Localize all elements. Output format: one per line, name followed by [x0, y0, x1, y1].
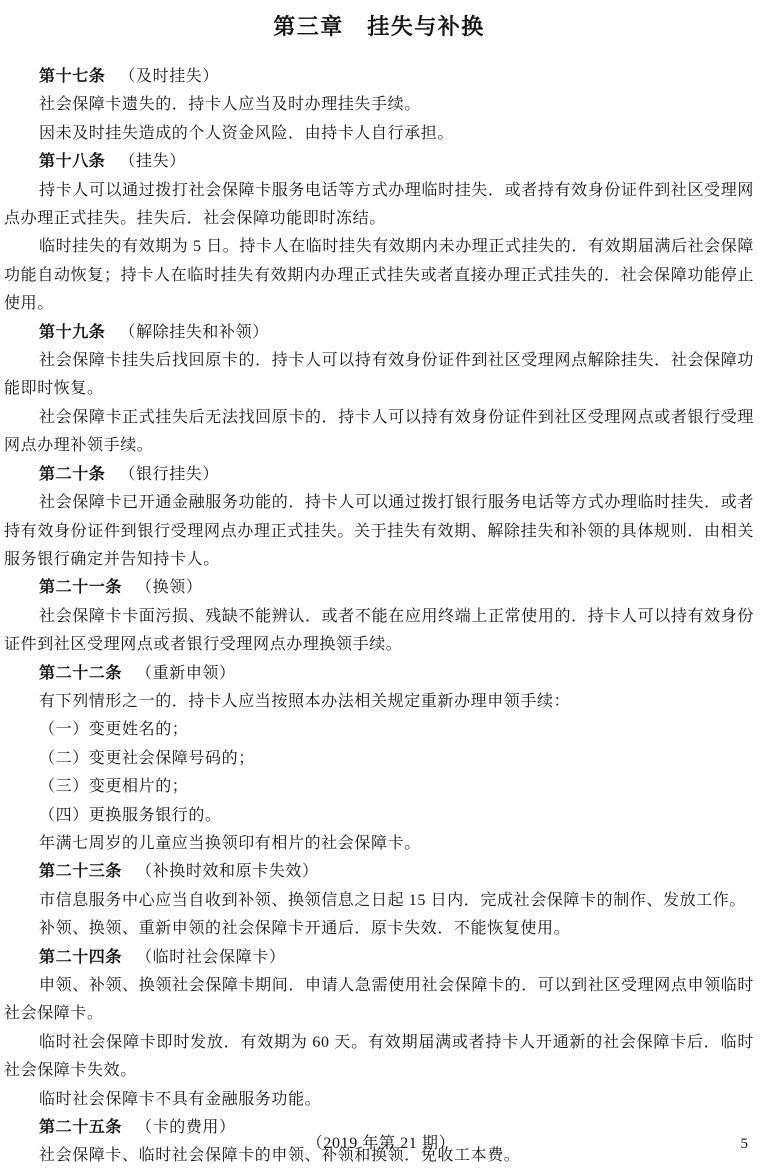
article-paragraph: 申领、补领、换领社会保障卡期间．申请人急需使用社会保障卡的．可以到社区受理网点申领临时社会保障卡。	[4, 977, 754, 1023]
article-paragraph: 社会保障卡正式挂失后无法找回原卡的．持卡人可以持有效身份证件到社区受理网点或者银行受理网点办理补领手续。	[4, 408, 754, 455]
article-number: 第十八条	[39, 153, 106, 171]
article-subtitle: （银行挂失）	[119, 465, 220, 483]
article-number: 第二十五条	[39, 1119, 123, 1137]
article-paragraph: 临时挂失的有效期为 5 日。持卡人在临时挂失有效期内未办理正式挂失的．有效期届满后社会保障功能自动恢复；持卡人在临时挂失有效期内办理正式挂失或者直接办理正式挂失的．社会保障功能停止使用。	[4, 238, 755, 313]
page-footer	[0, 1130, 762, 1158]
article-subtitle: （挂失）	[119, 153, 186, 171]
article-number: 第二十三条	[39, 863, 123, 881]
article-paragraph: 社会保障卡卡面污损、残缺不能辨认．或者不能在应用终端上正常使用的．持卡人可以持有效身份证件到社区受理网点或者银行受理网点办理换领手续。	[4, 607, 754, 654]
article-paragraph: 临时社会保障卡不具有金融服务功能。	[39, 1090, 322, 1108]
article-heading	[4, 574, 754, 602]
article-paragraph: 社会保障卡、临时社会保障卡的申领、补领和换领．免收工本费。	[39, 1147, 521, 1165]
article-paragraph: 社会保障卡已开通金融服务功能的．持卡人可以通过拨打银行服务电话等方式办理临时挂失．或者持有效身份证件到银行受理网点办理正式挂失。关于挂失有效期、解除挂失和补领的具体规则．由相关服务银行确定并告知持卡人。	[4, 494, 754, 568]
article-number: 第十七条	[39, 68, 106, 85]
article-number: 第二十四条	[39, 948, 123, 966]
article-paragraph: 市信息服务中心应当自收到补领、换领信息之日起 15 日内．完成社会保障卡的制作、发放工作。	[39, 891, 747, 909]
article-paragraph: （一）变更姓名的；	[39, 721, 189, 739]
article-subtitle: （及时挂失）	[119, 68, 220, 85]
article-paragraph: 补领、换领、重新申领的社会保障卡开通后．原卡失效．不能恢复使用。	[39, 920, 571, 938]
article-number: 第二十二条	[39, 664, 123, 682]
article-heading	[4, 944, 754, 972]
issue-label: （2019 年第 21 期）	[306, 1135, 456, 1152]
article-paragraph: 年满七周岁的儿童应当换领印有相片的社会保障卡。	[39, 834, 421, 852]
article-heading	[4, 660, 754, 688]
article-number: 第二十条	[39, 465, 106, 483]
article-heading	[4, 858, 754, 886]
article-subtitle: （重新申领）	[136, 664, 236, 682]
article-paragraph: 持卡人可以通过拨打社会保障卡服务电话等方式办理临时挂失．或者持有效身份证件到社区受理网点办理正式挂失。挂失后．社会保障功能即时冻结。	[4, 181, 754, 228]
article-paragraph: （二）变更社会保障号码的；	[39, 749, 255, 767]
article-paragraph: 临时社会保障卡即时发放．有效期为 60 天。有效期届满或者持卡人开通新的社会保障卡后．临时社会保障卡失效。	[4, 1033, 754, 1080]
article-subtitle: （解除挂失和补领）	[119, 323, 269, 341]
article-heading	[4, 63, 754, 91]
article-subtitle: （卡的费用）	[136, 1119, 236, 1137]
page-number: 5	[740, 1136, 748, 1152]
article-subtitle: （补换时效和原卡失效）	[136, 863, 319, 881]
article-heading	[4, 148, 754, 176]
article-paragraph: 社会保障卡遗失的．持卡人应当及时办理挂失手续。	[39, 96, 421, 114]
chapter-title: 第三章 挂失与补换	[273, 14, 485, 39]
article-number: 第十九条	[39, 323, 106, 341]
article-paragraph: （三）变更相片的；	[39, 778, 189, 796]
article-heading	[4, 461, 754, 489]
article-subtitle: （换领）	[136, 579, 203, 597]
article-number: 第二十一条	[39, 579, 123, 597]
article-subtitle: （临时社会保障卡）	[136, 948, 286, 966]
article-paragraph: 有下列情形之一的．持卡人应当按照本办法相关规定重新办理申领手续：	[39, 692, 571, 710]
articles-container	[4, 63, 754, 1171]
article-paragraph: 社会保障卡挂失后找回原卡的．持卡人可以持有效身份证件到社区受理网点解除挂失．社会保障功能即时恢复。	[4, 352, 754, 398]
article-heading	[4, 319, 754, 347]
article-paragraph: （四）更换服务银行的。	[39, 806, 222, 824]
article-paragraph: 因未及时挂失造成的个人资金风险．由持卡人自行承担。	[39, 124, 455, 142]
